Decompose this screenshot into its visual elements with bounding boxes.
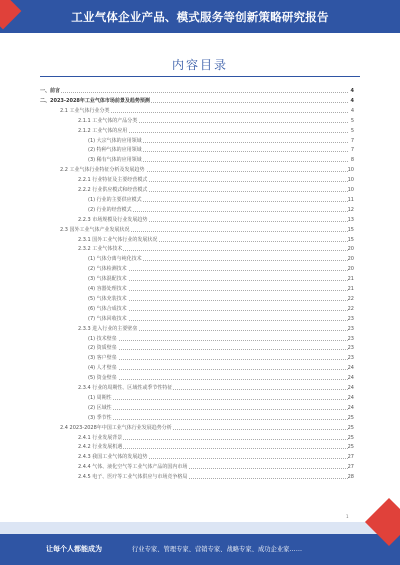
footer-tagline: 行业专家、管理专家、营销专家、战略专家、成功企业家……: [132, 546, 303, 553]
toc-leader-dots: [88, 419, 348, 420]
toc-entry-text: 2.4.1 行业发展背景: [78, 434, 123, 441]
toc-entry-page: 13: [347, 216, 354, 223]
toc-entry[interactable]: [0, 463, 400, 472]
toc-entry[interactable]: [0, 186, 400, 195]
toc-entry-page: 24: [347, 404, 354, 411]
toc-entry[interactable]: [0, 354, 400, 363]
toc-entry-text: (2) 特种气体的应用领域: [88, 147, 142, 154]
toc-entry-page: 10: [347, 167, 354, 174]
toc-entry-page: 8: [350, 157, 354, 164]
toc-entry-page: 21: [347, 276, 354, 283]
toc-entry-text: (3) 客户壁垒: [88, 355, 117, 362]
toc-entry[interactable]: [0, 196, 400, 205]
report-title: 工业气体企业产品、模式服务等创新策略研究报告: [71, 10, 329, 24]
toc-entry-page: 22: [347, 295, 354, 302]
toc-entry-page: 10: [347, 177, 354, 184]
toc-entry[interactable]: [0, 87, 400, 96]
toc-entry[interactable]: [0, 394, 400, 403]
toc-entry-page: 27: [347, 464, 354, 471]
toc-entry-page: 28: [347, 474, 354, 481]
toc-entry-text: (2) 资质壁垒: [88, 345, 117, 352]
toc-entry-page: 24: [347, 365, 354, 372]
toc-entry[interactable]: [0, 315, 400, 324]
toc-entry-page: 23: [347, 355, 354, 362]
toc-entry-page: 20: [347, 246, 354, 253]
toc-entry-text: (3) 稀有气体的应用领域: [88, 157, 142, 164]
toc-entry[interactable]: [0, 364, 400, 373]
toc-entry-text: (4) 容器处理技术: [88, 286, 127, 292]
toc-entry-text: (4) 人才壁垒: [88, 365, 117, 372]
toc-entry-text: 2.3.3 进入行业的主要壁垒: [78, 325, 138, 332]
toc-entry-page: 15: [347, 226, 354, 233]
toc-entry-text: 2.2.2 行业供应模式和经营模式: [78, 187, 148, 193]
toc-entry-text: 一、前言: [40, 88, 61, 94]
toc-entry-text: 2.3.2 工业气体技术: [78, 246, 123, 253]
toc-entry-page: 21: [347, 286, 354, 292]
toc-entry-text: 2.1.1 工业气体的产品分类: [78, 117, 138, 124]
toc-entry[interactable]: [0, 473, 400, 482]
toc-entry[interactable]: [0, 216, 400, 225]
toc-entry-text: 2.2.1 行业特征及主要经营模式: [78, 177, 148, 184]
toc-entry-page: 4: [350, 107, 354, 114]
toc-entry[interactable]: [0, 265, 400, 274]
toc-entry[interactable]: [0, 374, 400, 383]
toc-leader-dots: [88, 340, 348, 341]
toc-entry-page: 25: [347, 424, 354, 431]
toc-entry-page: 25: [347, 444, 354, 451]
toc-leader-dots: [40, 92, 348, 93]
toc-entry[interactable]: [0, 285, 400, 294]
toc-entry-page: 10: [347, 187, 354, 193]
toc-entry-text: 2.4 2023-2028年中国工业气体行业发展趋势分析: [60, 424, 172, 431]
toc-entry[interactable]: [0, 236, 400, 245]
toc-entry-text: 2.4.2 行业发展机遇: [78, 444, 123, 451]
page-header: [0, 0, 400, 33]
toc-entry-page: 24: [347, 385, 354, 391]
toc-entry[interactable]: [0, 137, 400, 146]
toc-entry-text: (1) 大宗气体的应用领域: [88, 137, 142, 144]
toc-entry-text: (5) 气体充装技术: [88, 295, 127, 302]
toc-entry-page: 4: [350, 97, 354, 104]
toc-entry-text: 2.1 工业气体行业分类: [60, 107, 110, 114]
toc-entry-text: (6) 气体合成技术: [88, 305, 127, 312]
toc-entry-page: 27: [347, 454, 354, 461]
toc-divider: [40, 76, 360, 77]
toc-entry-text: (2) 气体检测技术: [88, 266, 127, 273]
toc-entry-page: 15: [347, 236, 354, 243]
toc-entry[interactable]: [0, 166, 400, 175]
toc-entry[interactable]: [0, 275, 400, 284]
toc-entry-page: 25: [347, 414, 354, 421]
toc-entry-text: (3) 气体混配技术: [88, 276, 127, 283]
toc-entry[interactable]: [0, 414, 400, 423]
toc-entry[interactable]: [0, 325, 400, 334]
footer-slogan: 让每个人都能成为: [46, 545, 102, 553]
toc-entry-text: (1) 气体分离与纯化技术: [88, 256, 142, 263]
toc-entry[interactable]: [0, 97, 400, 106]
toc-entry[interactable]: [0, 434, 400, 443]
toc-entry-text: 2.3.1 国外工业气体行业的发展状况: [78, 236, 158, 243]
toc-entry-text: 2.3.4 行业的周期性、区域性或季节性特征: [78, 385, 173, 391]
toc-entry-page: 23: [347, 345, 354, 352]
toc-entry-text: 2.2.3 市场规模及行业发展趋势: [78, 216, 148, 223]
toc-entry[interactable]: [0, 443, 400, 452]
toc-entry[interactable]: [0, 156, 400, 165]
toc-entry[interactable]: [0, 453, 400, 462]
toc-entry-text: 2.1.2 工业气体的应用: [78, 127, 128, 134]
toc-entry-page: 7: [350, 137, 354, 144]
toc-entry-text: (3) 季节性: [88, 414, 112, 421]
toc-entry[interactable]: [0, 245, 400, 254]
toc-leader-dots: [88, 359, 348, 360]
page-number: 1: [346, 514, 349, 519]
toc-entry-text: 2.4.3 我国工业气体的发展趋势: [78, 454, 148, 461]
toc-entry[interactable]: [0, 295, 400, 304]
toc-entry-text: 2.4.4 气体、液化空气等工业气体产品的国内市场: [78, 464, 188, 471]
toc-entry[interactable]: [0, 305, 400, 314]
toc-entry-text: (1) 技术壁垒: [88, 335, 117, 342]
toc-entry-page: 24: [347, 375, 354, 382]
toc-entry-text: 2.4.5 电子、医疗等工业气体供应与市场竞争格局: [78, 474, 188, 481]
toc-entry-text: (5) 资金壁垒: [88, 375, 117, 382]
toc-entry-page: 4: [350, 88, 354, 94]
toc-leader-dots: [88, 369, 348, 370]
toc-entry-text: (7) 气体回收技术: [88, 315, 127, 322]
toc-leader-dots: [88, 409, 348, 410]
toc-entry[interactable]: [0, 146, 400, 155]
toc-entry[interactable]: [0, 176, 400, 185]
toc-entry-page: 25: [347, 434, 354, 441]
toc-entry[interactable]: [0, 344, 400, 353]
toc-entry-page: 24: [347, 394, 354, 401]
toc-entry[interactable]: [0, 206, 400, 215]
toc-entry[interactable]: [0, 404, 400, 413]
toc-entry[interactable]: [0, 255, 400, 264]
toc-leader-dots: [88, 349, 348, 350]
toc-entry[interactable]: [0, 127, 400, 136]
toc-entry-text: (1) 周期性: [88, 394, 112, 401]
toc-entry-text: (1) 行业的主要供应模式: [88, 196, 142, 203]
toc-entry[interactable]: [0, 335, 400, 344]
toc-entry-text: 2.2 工业气体行业特征分析及发展趋势: [60, 167, 145, 174]
toc-title: 内容目录: [171, 58, 228, 72]
toc-entry-page: 23: [347, 325, 354, 332]
toc-entry-page: 5: [350, 127, 354, 134]
toc-entry-page: 5: [350, 117, 354, 124]
toc-leader-dots: [88, 399, 348, 400]
toc-entry-page: 20: [347, 266, 354, 273]
toc-entry-page: 7: [350, 147, 354, 154]
toc-entry-page: 20: [347, 256, 354, 263]
page-footer: [0, 534, 400, 565]
toc-entry[interactable]: [0, 384, 400, 393]
footer-band: [0, 522, 400, 534]
toc-entry[interactable]: [0, 107, 400, 116]
toc-entry-page: 12: [347, 206, 354, 213]
toc-entry-page: 23: [347, 335, 354, 342]
toc-entry-page: 11: [347, 196, 354, 203]
toc-entry-text: (2) 行业的经营模式: [88, 206, 132, 213]
toc-entry[interactable]: [0, 424, 400, 433]
toc-entry-text: 2.3 国外工业气体产业发展状况: [60, 226, 130, 233]
toc-entry[interactable]: [0, 117, 400, 126]
toc-entry-page: 23: [347, 315, 354, 322]
toc-entry[interactable]: [0, 226, 400, 235]
toc-entry-page: 22: [347, 305, 354, 312]
toc-entry-text: (2) 区域性: [88, 404, 112, 411]
toc-leader-dots: [88, 379, 348, 380]
toc-entry-text: 二、2023-2028年工业气体市场前景及趋势预测: [40, 97, 150, 104]
